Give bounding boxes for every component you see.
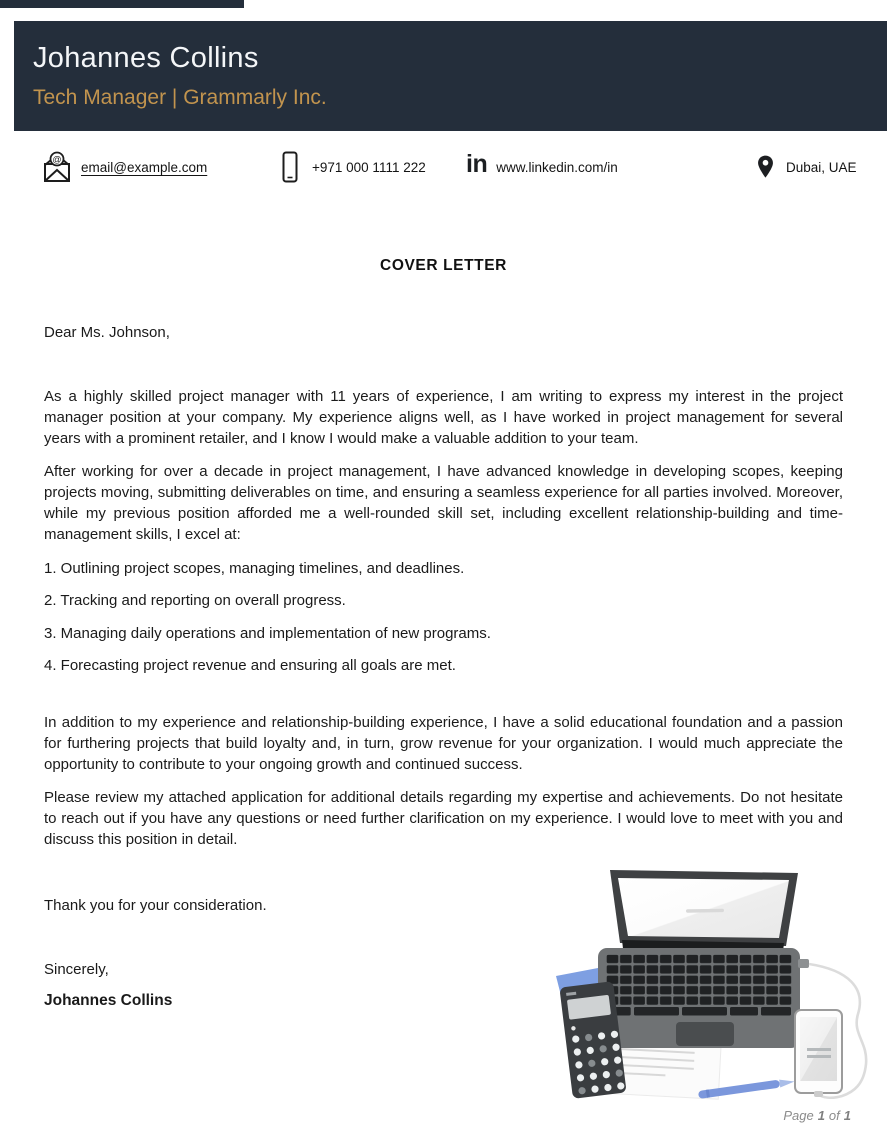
person-job-title: Tech Manager | Grammarly Inc. xyxy=(33,85,327,109)
page-number xyxy=(783,1108,851,1123)
desk-illustration xyxy=(548,864,880,1126)
header-band xyxy=(14,21,887,131)
list-item: 1. Outlining project scopes, managing timelines, and deadlines. xyxy=(44,559,465,577)
contact-linkedin xyxy=(466,146,618,188)
skills-list xyxy=(44,558,843,677)
contact-phone xyxy=(282,146,426,188)
cover-letter-heading: COVER LETTER xyxy=(380,257,507,274)
page-word: Page xyxy=(783,1108,814,1123)
list-item: 2. Tracking and reporting on overall progress. xyxy=(44,592,346,610)
linkedin-icon: in xyxy=(466,149,488,178)
svg-text:@: @ xyxy=(52,154,62,165)
paragraph-intro: As a highly skilled project manager with 11 years of experience, I am writing to express my interest in the project manager position at your company. My experience aligns well, as I have worked in project management for several years with a prominent retailer, and I know I would make a valuable addition to your team. xyxy=(44,388,843,447)
smartphone-illustration-icon xyxy=(795,1010,842,1097)
paragraph-closing: Please review my attached application for additional details regarding my expertise and achievements. Do not hesitate to reach out if you have any questions or need further clarification on my experience. I would love to meet with you and discuss this position in detail. xyxy=(44,789,843,849)
paragraph-experience: After working for over a decade in project management, I have advanced knowledge in developing scopes, keeping projects moving, submitting deliverables on time, and ensuring a seamless experience for all parties involved. Moreover, while my previous position afforded me a well-rounded skill set, including excellent relationship-building and time-management skills, I excel at: xyxy=(44,463,843,543)
salutation: Dear Ms. Johnson, xyxy=(44,324,170,341)
page-total: 1 xyxy=(843,1108,851,1123)
contact-location xyxy=(757,146,857,188)
person-name: Johannes Collins xyxy=(33,42,259,74)
location-text: Dubai, UAE xyxy=(786,159,857,175)
closing-thanks: Thank you for your consideration. xyxy=(44,896,267,914)
contact-email xyxy=(43,146,207,188)
smartphone-icon xyxy=(282,151,298,183)
of-word: of xyxy=(828,1108,840,1123)
list-item: 3. Managing daily operations and implementation of new programs. xyxy=(44,624,491,642)
list-item: 4. Forecasting project revenue and ensuring all goals are met. xyxy=(44,657,456,675)
top-bleed-mark xyxy=(0,0,244,8)
closing-salutation: Sincerely, xyxy=(44,960,109,978)
linkedin-url[interactable]: www.linkedin.com/in xyxy=(496,159,618,175)
laptop-icon xyxy=(598,870,809,1048)
signature-name: Johannes Collins xyxy=(44,991,173,1009)
envelope-at-icon xyxy=(43,150,71,184)
page-current: 1 xyxy=(817,1108,825,1123)
location-pin-icon xyxy=(757,154,774,180)
phone-number: +971 000 1111 222 xyxy=(312,159,426,175)
paragraph-education: In addition to my experience and relationship-building experience, I have a solid educational foundation and a passion for furthering projects that build loyalty and, in turn, grow revenue for your organization. I would much appreciate the opportunity to contribute to your ongoing growth and continued success. xyxy=(44,714,843,773)
email-link[interactable]: email@example.com xyxy=(81,159,208,175)
